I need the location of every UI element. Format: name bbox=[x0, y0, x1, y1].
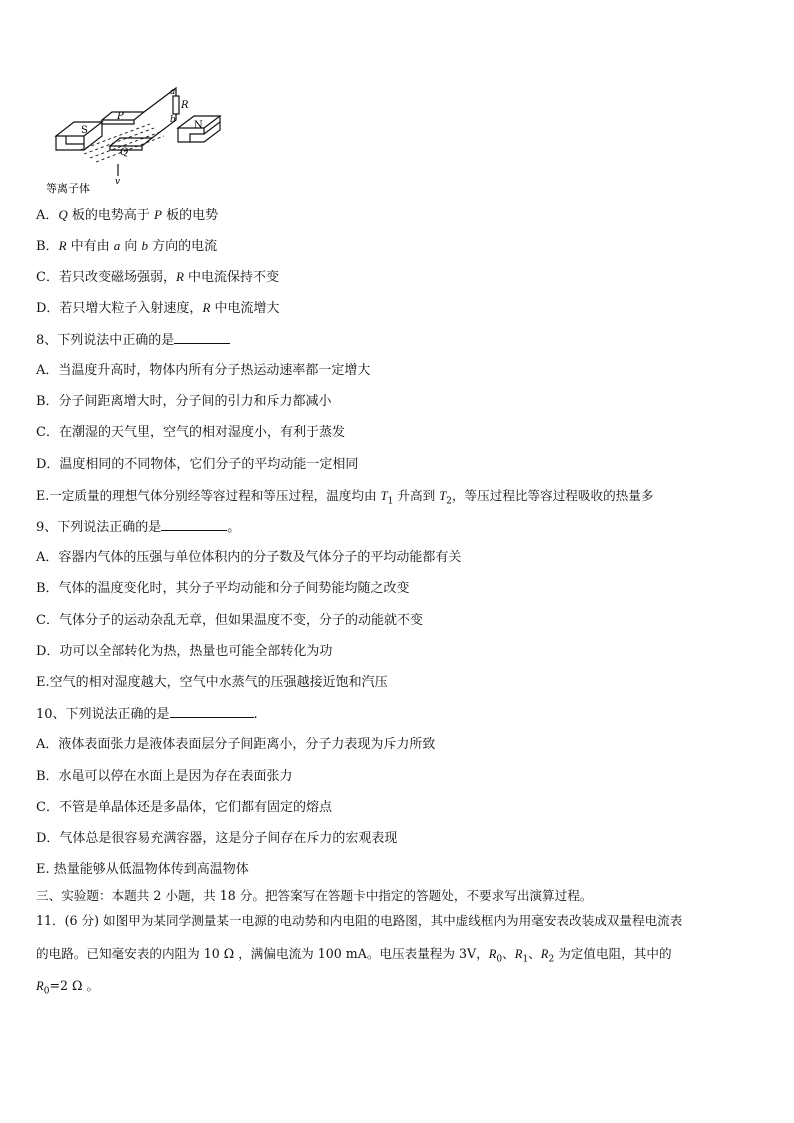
q7-a-pre: A． bbox=[36, 208, 59, 223]
plasma-generator-figure bbox=[44, 84, 234, 194]
label-r: R bbox=[181, 100, 189, 111]
q9-stem bbox=[36, 518, 240, 537]
q10-option-c: C．不管是单晶体还是多晶体，它们都有固定的熔点 bbox=[36, 800, 332, 815]
q11-sep1: 、 bbox=[502, 946, 515, 961]
q11-r2-sub: 2 bbox=[548, 954, 555, 965]
q10-option-e: E. 热量能够从低温物体传到高温物体 bbox=[36, 862, 249, 877]
q11-line2-pre: 的电路。已知毫安表的内阻为 10 Ω ，满偏电流为 100 mA。电压表量程为 3V， bbox=[36, 946, 489, 961]
q7-d-var-r: R bbox=[202, 300, 211, 315]
figure-caption: 等离子体 bbox=[46, 182, 90, 194]
q7-a-var-q: Q bbox=[58, 207, 68, 222]
q7-d-post: 中电流增大 bbox=[210, 301, 280, 316]
label-a: a bbox=[170, 87, 176, 97]
q8-option-d: D．温度相同的不同物体，它们分子的平均动能一定相同 bbox=[36, 457, 359, 472]
q7-a-post: 板的电势 bbox=[162, 208, 219, 223]
q7-c-var-r: R bbox=[175, 269, 184, 284]
q10-stem-end: . bbox=[253, 707, 258, 722]
q7-b-mid: 中有由 bbox=[66, 239, 114, 254]
q9-option-d: D．功可以全部转化为热，热量也可能全部转化为功 bbox=[36, 644, 333, 659]
q7-option-d bbox=[36, 299, 280, 318]
q11-r2: R bbox=[540, 947, 549, 961]
q11-r0: R bbox=[488, 947, 497, 961]
q10-option-d: D．气体总是很容易充满容器，这是分子间存在斥力的宏观表现 bbox=[36, 831, 398, 846]
q9-option-a: A．容器内气体的压强与单位体积内的分子数及气体分子的平均动能都有关 bbox=[36, 550, 462, 565]
q7-b-pre: B． bbox=[36, 239, 59, 254]
q10-option-b: B．水黾可以停在水面上是因为存在表面张力 bbox=[36, 769, 293, 784]
q9-stem-end: 。 bbox=[227, 520, 241, 535]
q7-option-a bbox=[36, 206, 218, 225]
q7-b-var-a: a bbox=[113, 238, 121, 253]
q9-stem-text: 9、下列说法正确的是 bbox=[36, 520, 162, 535]
q7-b-var-b: b bbox=[141, 238, 149, 253]
label-s: S bbox=[81, 125, 88, 136]
q10-answer-blank[interactable] bbox=[170, 705, 254, 718]
q10-stem-text: 10、下列说法正确的是 bbox=[36, 707, 170, 722]
q8-stem bbox=[36, 331, 230, 350]
q8-option-a: A．当温度升高时，物体内所有分子热运动速率都一定增大 bbox=[36, 363, 371, 378]
q8-e-pre: E.一定质量的理想气体分别经等容过程和等压过程，温度均由 bbox=[36, 488, 381, 503]
q8-e-t2: T bbox=[439, 489, 447, 503]
q7-a-mid: 板的电势高于 bbox=[67, 208, 155, 223]
q8-e-mid: 升高到 bbox=[393, 488, 440, 503]
q7-option-b bbox=[36, 237, 217, 256]
label-n: N bbox=[194, 120, 203, 131]
label-v: v bbox=[115, 177, 121, 187]
label-b: b bbox=[170, 115, 176, 125]
q8-answer-blank[interactable] bbox=[174, 331, 230, 344]
q8-option-e bbox=[36, 487, 653, 511]
section-3-heading: 三、实验题：本题共 2 小题，共 18 分。把答案写在答题卡中指定的答题处，不要求写出演算过程。 bbox=[36, 888, 593, 903]
q11-r1-sub: 1 bbox=[522, 954, 529, 965]
q8-e-t2-sub: 2 bbox=[446, 496, 452, 507]
q10-stem bbox=[36, 705, 258, 724]
q8-option-b: B．分子间距离增大时，分子间的引力和斥力都减小 bbox=[36, 394, 332, 409]
q7-b-post: 方向的电流 bbox=[148, 239, 218, 254]
q7-option-c bbox=[36, 268, 279, 287]
q7-a-var-p: P bbox=[154, 207, 162, 222]
q11-line3-r: R bbox=[36, 979, 44, 993]
q9-answer-blank[interactable] bbox=[161, 518, 227, 531]
q11-line-2 bbox=[36, 945, 672, 969]
q7-c-pre: C．若只改变磁场强弱， bbox=[36, 270, 176, 285]
q7-b-var-r: R bbox=[58, 238, 67, 253]
q11-line3-post: =2 Ω 。 bbox=[49, 978, 100, 993]
q9-option-e: E.空气的相对湿度越大，空气中水蒸气的压强越接近饱和汽压 bbox=[36, 675, 388, 690]
q9-option-c: C．气体分子的运动杂乱无章，但如果温度不变，分子的动能就不变 bbox=[36, 613, 423, 628]
label-q: Q bbox=[120, 147, 129, 158]
q11-sep2: 、 bbox=[528, 946, 541, 961]
q11-line-3 bbox=[36, 977, 99, 1001]
q7-b-mid2: 向 bbox=[120, 239, 142, 254]
magnetohydrodynamic-diagram bbox=[44, 84, 234, 194]
label-p: P bbox=[117, 111, 124, 122]
q10-option-a: A．液体表面张力是液体表面层分子间距离小，分子力表现为斥力所致 bbox=[36, 737, 436, 752]
q11-r0-sub: 0 bbox=[496, 954, 503, 965]
q11-line3-sub: 0 bbox=[43, 986, 50, 997]
q8-e-post: ，等压过程比等容过程吸收的热量多 bbox=[451, 488, 654, 503]
q9-option-b: B．气体的温度变化时，其分子平均动能和分子间势能均随之改变 bbox=[36, 581, 410, 596]
q7-c-post: 中电流保持不变 bbox=[183, 270, 280, 285]
q8-option-c: C．在潮湿的天气里，空气的相对湿度小，有利于蒸发 bbox=[36, 425, 345, 440]
q7-d-pre: D．若只增大粒子入射速度， bbox=[36, 301, 203, 316]
q8-stem-text: 8、下列说法中正确的是 bbox=[36, 333, 175, 348]
q11-line2-post: 为定值电阻，其中的 bbox=[554, 946, 672, 961]
q11-r1: R bbox=[514, 947, 523, 961]
q8-e-t1: T bbox=[380, 489, 388, 503]
q11-line-1: 11．(6 分) 如图甲为某同学测量某一电源的电动势和内电阻的电路图，其中虚线框内为用毫安表改装成双量程电流表 bbox=[36, 913, 683, 928]
q8-e-t1-sub: 1 bbox=[387, 496, 394, 507]
